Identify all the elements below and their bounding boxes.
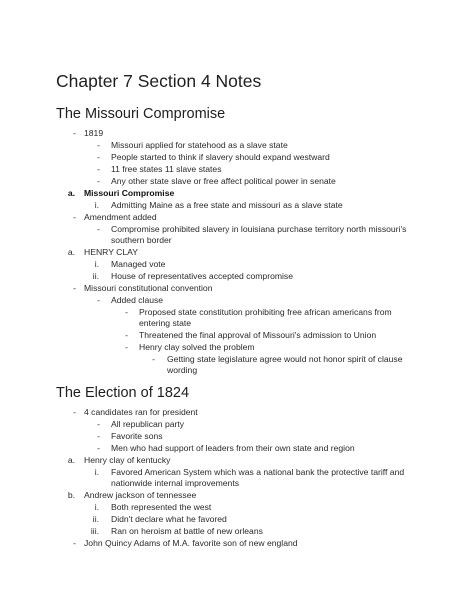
note-line: 1819	[84, 128, 104, 138]
bullet-marker: -	[73, 407, 76, 417]
note-line: House of representatives accepted compromise	[111, 271, 293, 281]
bullet-marker: -	[97, 224, 100, 234]
note-line: Managed vote	[111, 259, 166, 269]
note-line: Compromise prohibited slavery in louisiana purchase territory north missouri's	[111, 224, 407, 234]
note-line: Henry clay of kentucky	[84, 455, 171, 465]
list-marker: i.	[94, 467, 99, 477]
bullet-marker: -	[73, 128, 76, 138]
note-line-bold: Missouri Compromise	[84, 188, 175, 198]
list-marker: i.	[94, 502, 99, 512]
note-line: All republican party	[111, 419, 185, 429]
note-line: Andrew jackson of tennessee	[84, 490, 197, 500]
bullet-marker: -	[97, 419, 100, 429]
note-line-continuation: wording	[167, 365, 198, 375]
note-line: Admitting Maine as a free state and missouri as a slave state	[111, 200, 343, 210]
bullet-marker: -	[97, 164, 100, 174]
bullet-marker: -	[97, 431, 100, 441]
list-marker: ii.	[92, 271, 99, 281]
note-line: Any other state slave or free affect political power in senate	[111, 176, 336, 186]
list-marker: a.	[67, 247, 75, 257]
bullet-marker: -	[152, 354, 155, 364]
section-heading-missouri-compromise: The Missouri Compromise	[56, 106, 226, 122]
list-marker: i.	[94, 259, 99, 269]
note-line: HENRY CLAY	[84, 247, 138, 257]
note-line: Henry clay solved the problem	[139, 342, 255, 352]
bullet-marker: -	[97, 140, 100, 150]
note-line: 4 candidates ran for president	[84, 407, 198, 417]
bullet-marker: -	[97, 152, 100, 162]
note-line: Didn't declare what he favored	[111, 514, 227, 524]
note-line: Proposed state constitution prohibiting free african americans from	[139, 307, 392, 317]
list-marker: i.	[94, 200, 99, 210]
note-line: Men who had support of leaders from their own state and region	[111, 443, 355, 453]
note-line: Missouri applied for statehood as a slave state	[111, 140, 288, 150]
bullet-marker: -	[73, 538, 76, 548]
note-line-continuation: southern border	[111, 235, 172, 245]
bullet-marker: -	[97, 443, 100, 453]
bullet-marker: -	[125, 330, 128, 340]
list-marker: a.	[67, 188, 75, 198]
note-line: Amendment added	[84, 212, 157, 222]
note-line-continuation: entering state	[139, 318, 192, 328]
page-title: Chapter 7 Section 4 Notes	[56, 71, 262, 91]
bullet-marker: -	[125, 342, 128, 352]
list-marker: a.	[67, 455, 75, 465]
bullet-marker: -	[97, 176, 100, 186]
bullet-marker: -	[73, 212, 76, 222]
note-line: Threatened the final approval of Missouri's admission to Union	[139, 330, 377, 340]
list-marker: iii.	[90, 526, 99, 536]
note-line: John Quincy Adams of M.A. favorite son of new england	[84, 538, 298, 548]
note-line: Added clause	[111, 295, 164, 305]
note-line: Getting state legislature agree would not honor spirit of clause	[167, 354, 403, 364]
bullet-marker: -	[73, 283, 76, 293]
list-marker: b.	[67, 490, 75, 500]
note-line: Ran on heroism at battle of new orleans	[111, 526, 263, 536]
list-marker: ii.	[92, 514, 99, 524]
section-heading-election-1824: The Election of 1824	[56, 385, 190, 401]
bullet-marker: -	[97, 295, 100, 305]
note-line: Both represented the west	[111, 502, 212, 512]
note-line: People started to think if slavery should expand westward	[111, 152, 330, 162]
note-line-continuation: nationwide internal improvements	[111, 478, 240, 488]
note-line: Missouri constitutional convention	[84, 283, 213, 293]
note-line: Favorite sons	[111, 431, 163, 441]
note-line: 11 free states 11 slave states	[111, 164, 222, 174]
note-line: Favored American System which was a national bank the protective tariff and	[111, 467, 405, 477]
bullet-marker: -	[125, 307, 128, 317]
